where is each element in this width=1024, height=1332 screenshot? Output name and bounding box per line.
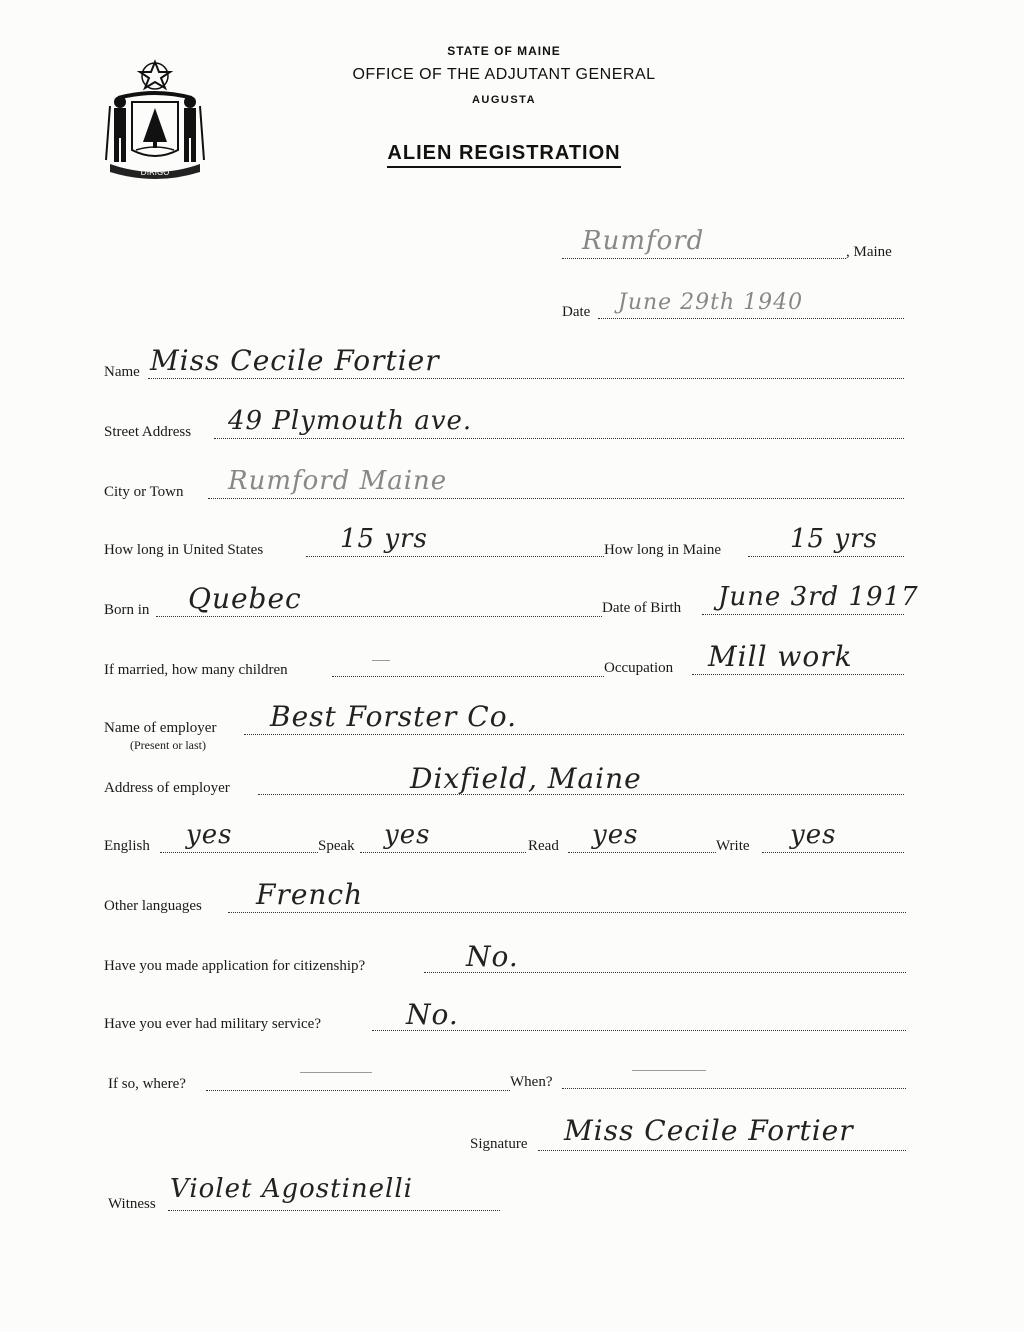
born-in-value: Quebec	[188, 582, 302, 615]
occupation-label: Occupation	[604, 660, 674, 676]
other-languages-value: French	[256, 878, 364, 911]
form-title	[0, 142, 1008, 165]
street-line	[214, 438, 904, 439]
signature-label: Signature	[470, 1136, 528, 1152]
how-long-us-label: How long in United States	[104, 542, 264, 558]
write-line	[762, 852, 904, 853]
occupation-value: Mill work	[708, 640, 853, 673]
english-label: English	[104, 838, 150, 854]
witness-line	[168, 1210, 500, 1211]
office-heading: OFFICE OF THE ADJUTANT GENERAL	[352, 66, 656, 83]
dob-value: June 3rd 1917	[718, 582, 919, 612]
employer-value: Best Forster Co.	[270, 700, 517, 733]
military-value: No.	[406, 998, 459, 1031]
citizenship-value: No.	[466, 940, 519, 973]
street-value: 49 Plymouth ave.	[228, 406, 473, 436]
employer-address-label: Address of employer	[104, 780, 230, 796]
married-label: If married, how many children	[104, 662, 288, 678]
married-dash	[372, 660, 390, 661]
employer-address-value: Dixfield, Maine	[410, 762, 642, 795]
date-line	[598, 318, 904, 319]
state-heading: STATE OF MAINE	[447, 44, 561, 58]
employer-label: Name of employer	[104, 720, 217, 736]
name-label: Name	[104, 364, 140, 380]
when-dash	[632, 1070, 706, 1071]
where-line	[206, 1090, 510, 1091]
town-value: Rumford	[582, 226, 705, 256]
born-in-line	[156, 616, 602, 617]
english-line	[160, 852, 318, 853]
born-in-label: Born in	[104, 602, 150, 618]
other-languages-line	[228, 912, 906, 913]
signature-line	[538, 1150, 906, 1151]
city-label: City or Town	[104, 484, 184, 500]
name-line	[148, 378, 904, 379]
city-heading: AUGUSTA	[471, 94, 537, 106]
when-line	[562, 1088, 906, 1089]
read-value: yes	[592, 820, 639, 850]
dob-label: Date of Birth	[602, 600, 682, 616]
city-value: Rumford Maine	[228, 466, 448, 496]
english-value: yes	[186, 820, 233, 850]
how-long-me-line	[748, 556, 904, 557]
citizenship-label: Have you made application for citizenship?	[104, 958, 366, 974]
how-long-us-line	[306, 556, 604, 557]
when-label: When?	[510, 1074, 553, 1090]
military-label: Have you ever had military service?	[104, 1016, 321, 1032]
signature-value: Miss Cecile Fortier	[564, 1114, 854, 1147]
date-label: Date	[562, 304, 591, 320]
city-line	[208, 498, 904, 499]
employer-note: (Present or last)	[130, 738, 206, 752]
witness-label: Witness	[108, 1196, 156, 1212]
witness-value: Violet Agostinelli	[170, 1174, 413, 1204]
street-label: Street Address	[104, 424, 192, 440]
read-label: Read	[528, 838, 559, 854]
form-title-text: ALIEN REGISTRATION	[387, 142, 620, 168]
town-line	[562, 258, 846, 259]
how-long-us-value: 15 yrs	[340, 524, 428, 554]
how-long-me-label: How long in Maine	[604, 542, 722, 558]
dob-line	[702, 614, 904, 615]
maine-label: , Maine	[846, 244, 892, 260]
where-label: If so, where?	[108, 1076, 186, 1092]
how-long-me-value: 15 yrs	[790, 524, 878, 554]
write-value: yes	[790, 820, 837, 850]
speak-label: Speak	[318, 838, 355, 854]
occupation-line	[692, 674, 904, 675]
date-value: June 29th 1940	[618, 290, 804, 315]
speak-line	[360, 852, 526, 853]
name-value: Miss Cecile Fortier	[150, 344, 440, 377]
svg-text:DIRIGO: DIRIGO	[140, 168, 170, 177]
write-label: Write	[716, 838, 750, 854]
other-languages-label: Other languages	[104, 898, 202, 914]
married-line	[332, 676, 604, 677]
read-line	[568, 852, 716, 853]
employer-line	[244, 734, 904, 735]
where-dash	[300, 1072, 372, 1073]
speak-value: yes	[384, 820, 431, 850]
